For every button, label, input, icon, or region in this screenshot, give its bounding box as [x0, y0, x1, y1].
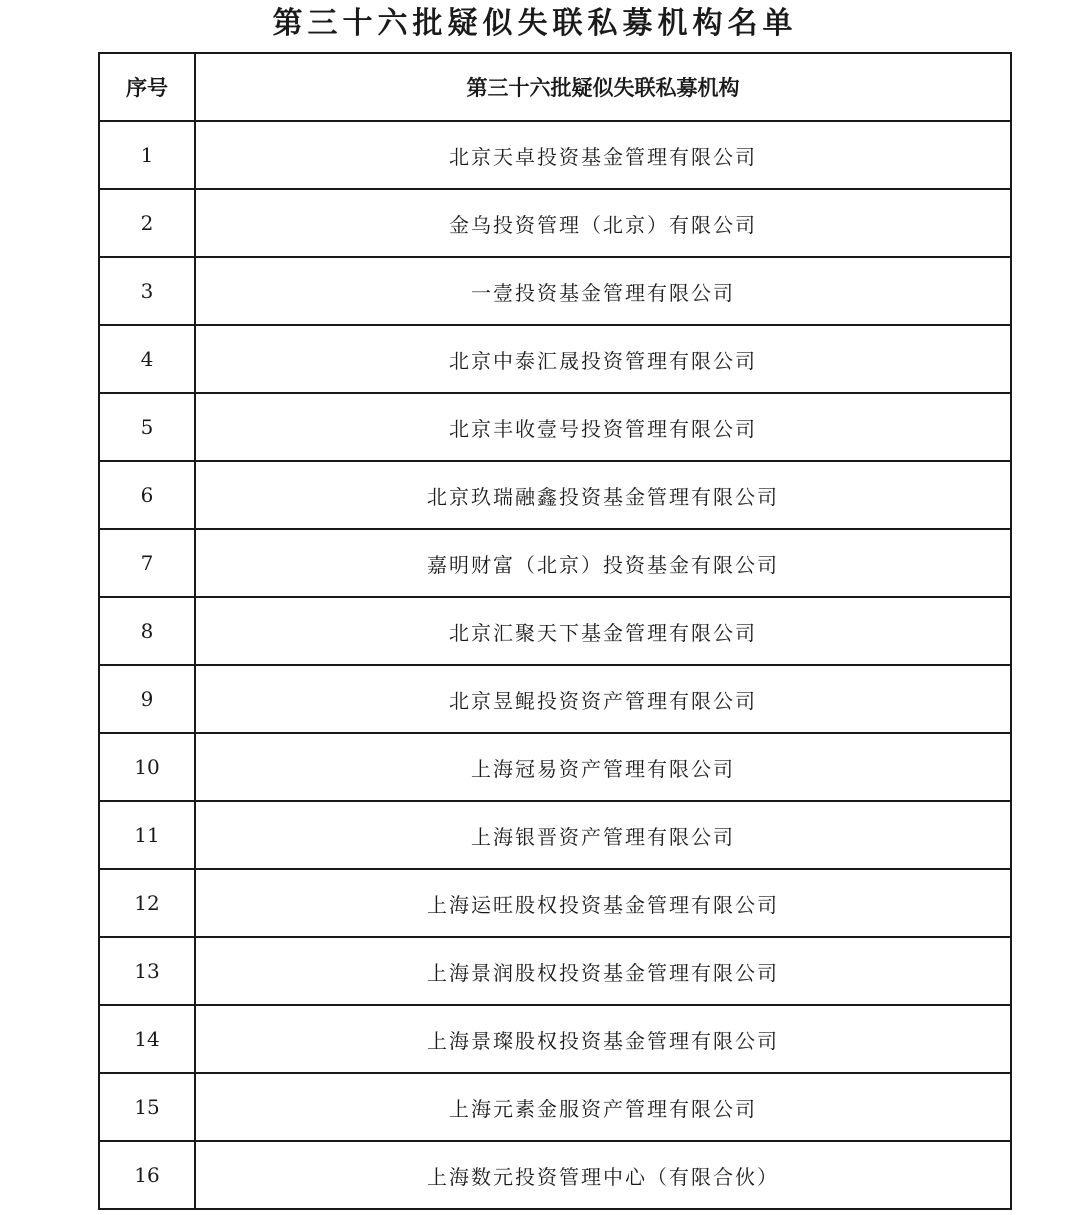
page-title: 第三十六批疑似失联私募机构名单: [272, 6, 798, 41]
institution-name: 上海元素金服资产管理有限公司: [195, 1073, 1011, 1141]
column-header-name: 第三十六批疑似失联私募机构: [195, 53, 1011, 121]
table-row: [99, 597, 1011, 665]
institution-name: 北京丰收壹号投资管理有限公司: [195, 393, 1011, 461]
table-row: [99, 665, 1011, 733]
table-row: [99, 1073, 1011, 1141]
table-row: [99, 1005, 1011, 1073]
row-index: 15: [99, 1073, 195, 1141]
table-row: [99, 1141, 1011, 1209]
row-index: 6: [99, 461, 195, 529]
institution-name: 北京中泰汇晟投资管理有限公司: [195, 325, 1011, 393]
row-index: 14: [99, 1005, 195, 1073]
row-index: 7: [99, 529, 195, 597]
row-index: 12: [99, 869, 195, 937]
institution-name: 金乌投资管理（北京）有限公司: [195, 189, 1011, 257]
row-index: 3: [99, 257, 195, 325]
institution-name: 一壹投资基金管理有限公司: [195, 257, 1011, 325]
row-index: 8: [99, 597, 195, 665]
row-index: 4: [99, 325, 195, 393]
row-index: 11: [99, 801, 195, 869]
table-row: [99, 937, 1011, 1005]
table-row: [99, 257, 1011, 325]
institution-name: 上海运旺股权投资基金管理有限公司: [195, 869, 1011, 937]
institution-name: 上海数元投资管理中心（有限合伙）: [195, 1141, 1011, 1209]
table-row: [99, 393, 1011, 461]
row-index: 13: [99, 937, 195, 1005]
institution-name: 北京天卓投资基金管理有限公司: [195, 121, 1011, 189]
column-header-index: 序号: [99, 53, 195, 121]
institution-name: 上海景润股权投资基金管理有限公司: [195, 937, 1011, 1005]
row-index: 1: [99, 121, 195, 189]
institution-name: 北京昱鲲投资资产管理有限公司: [195, 665, 1011, 733]
table-header-row: [99, 53, 1011, 121]
institution-name: 上海景璨股权投资基金管理有限公司: [195, 1005, 1011, 1073]
institution-name: 嘉明财富（北京）投资基金有限公司: [195, 529, 1011, 597]
institution-name: 上海银晋资产管理有限公司: [195, 801, 1011, 869]
table-row: [99, 121, 1011, 189]
row-index: 9: [99, 665, 195, 733]
table-row: [99, 869, 1011, 937]
institution-table: [98, 52, 1012, 1210]
row-index: 10: [99, 733, 195, 801]
row-index: 16: [99, 1141, 195, 1209]
table-row: [99, 461, 1011, 529]
row-index: 2: [99, 189, 195, 257]
table-row: [99, 325, 1011, 393]
institution-name: 北京汇聚天下基金管理有限公司: [195, 597, 1011, 665]
table-body: [99, 121, 1011, 1209]
table-row: [99, 189, 1011, 257]
row-index: 5: [99, 393, 195, 461]
institution-name: 北京玖瑞融鑫投资基金管理有限公司: [195, 461, 1011, 529]
institution-name: 上海冠易资产管理有限公司: [195, 733, 1011, 801]
table-row: [99, 801, 1011, 869]
table-row: [99, 733, 1011, 801]
table-row: [99, 529, 1011, 597]
